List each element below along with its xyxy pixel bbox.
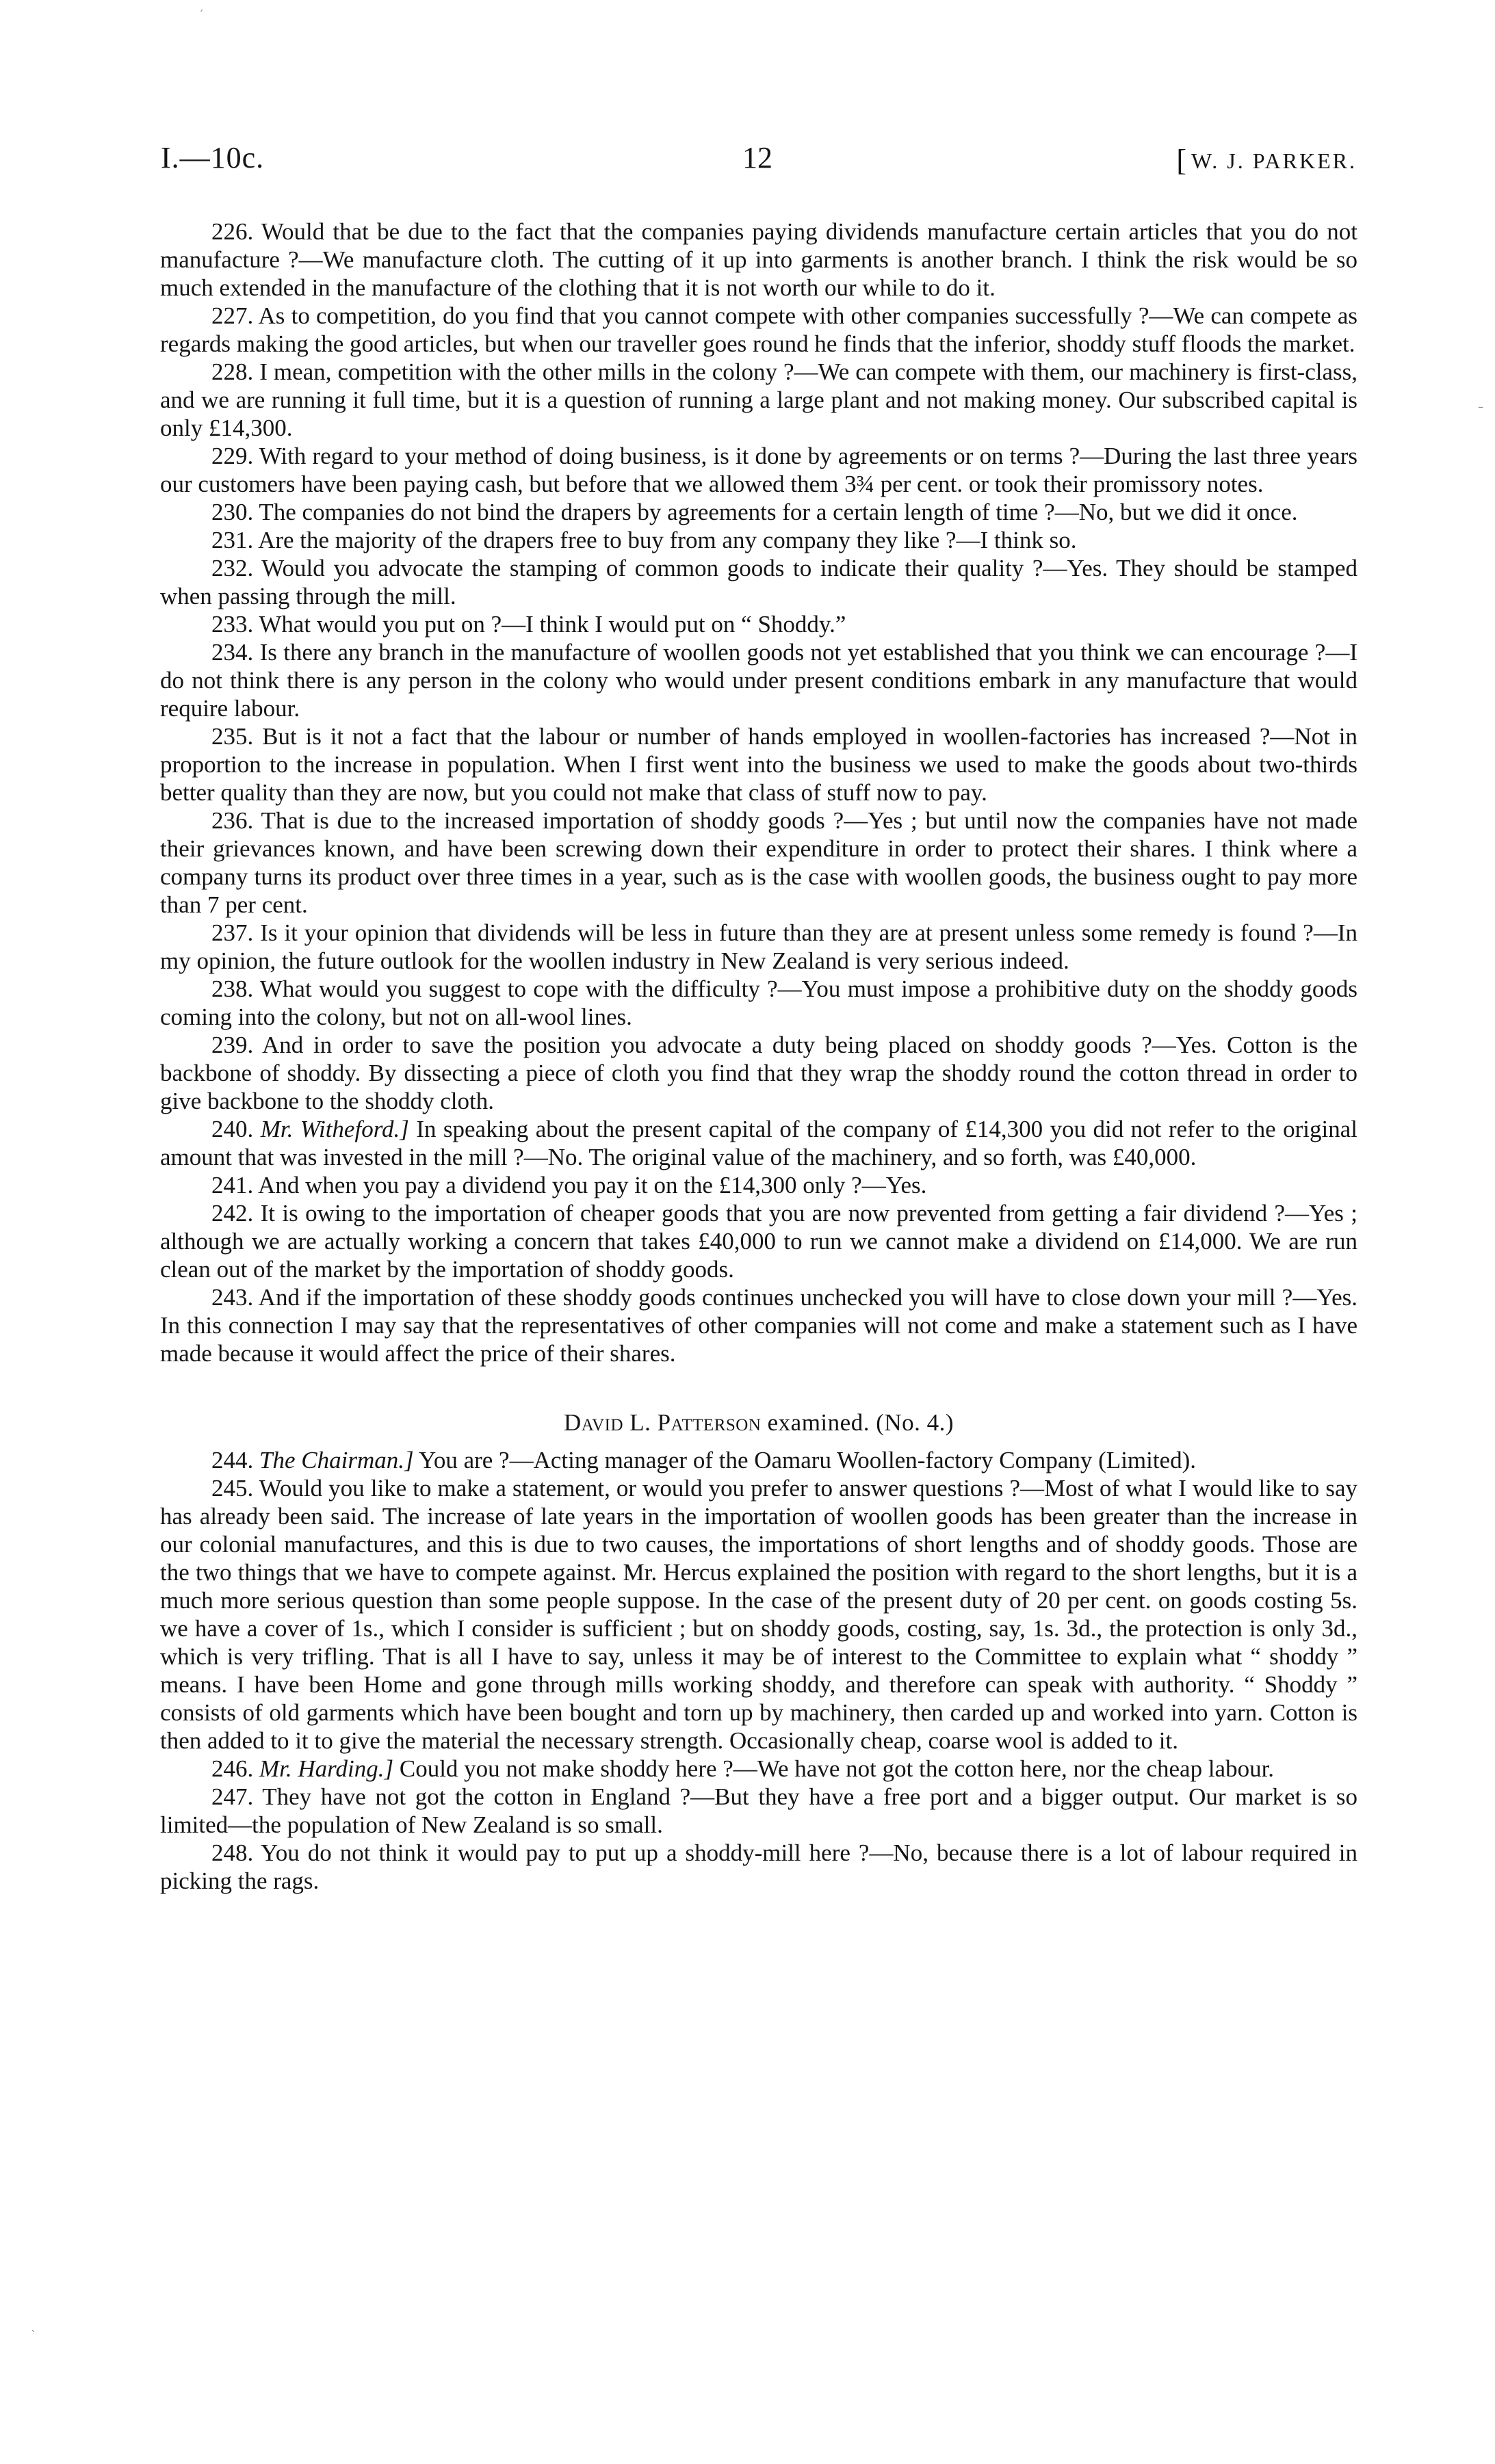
paragraph-242: 242. It is owing to the importation of cheaper goods that you are now prevented from getting a fair dividend ?—Yes ; although we are actually working a concern that takes £40,000 to run we cannot make a dividend on £14,000. We are run clean out of the market by the importation of shoddy goods. bbox=[160, 1200, 1357, 1283]
bracket-glyph: [ bbox=[1176, 144, 1188, 177]
paragraph-241: 241. And when you pay a dividend you pay it on the £14,300 only ?—Yes. bbox=[211, 1172, 927, 1198]
paragraph-240 bbox=[160, 1115, 1357, 1171]
paragraph-text: You are ?—Acting manager of the Oamaru Woollen-factory Company (Limited). bbox=[413, 1447, 1197, 1473]
paragraph-231: 231. Are the majority of the drapers free to buy from any company they like ?—I think so. bbox=[211, 527, 1077, 553]
paper-reference: I.—10c. bbox=[161, 141, 265, 174]
question-number: 244. bbox=[211, 1447, 254, 1473]
paragraph-233: 233. What would you put on ?—I think I would put on “ Shoddy.” bbox=[211, 611, 846, 638]
paragraph-text: In speaking about the present capital of the company of £14,300 you did not refer to the original amount that was invested in the mill ?—No. The original value of the machinery, and so forth, was £40,000. bbox=[160, 1116, 1357, 1170]
paragraph-text: Could you not make shoddy here ?—We have not got the cotton here, nor the cheap labour. bbox=[393, 1755, 1275, 1782]
paragraph-244 bbox=[160, 1446, 1357, 1474]
paragraph-226: 226. Would that be due to the fact that the companies paying dividends manufacture certain articles that you do not manufacture ?—We manufacture cloth. The cutting of it up into garments is another branch. I think the risk would be so much extended in the manufacture of the clothing that it is not worth our while to do it. bbox=[160, 218, 1357, 301]
paragraph-229: 229. With regard to your method of doing business, is it done by agreements or on terms ?—During the last three years our customers have been paying cash, but before that we allowed them 3¾ per cent. or took their promissory notes. bbox=[160, 443, 1357, 497]
speaker-name: The Chairman.] bbox=[259, 1447, 414, 1473]
question-number: 240. bbox=[211, 1116, 254, 1142]
witness-running-head-text: W. J. PARKER. bbox=[1191, 148, 1357, 173]
paragraph-246 bbox=[160, 1755, 1357, 1783]
paragraph-245: 245. Would you like to make a statement, or would you prefer to answer questions ?—Most of what I would like to say has already been said. The increase of late years in the importation of woollen goods has been greater than the increase in our colonial manufactures, and this is due to two causes, the importations of short lengths and of shoddy goods. Those are the two things that we have to compete against. Mr. Hercus explained the position with regard to the short lengths, but it is a much more serious question than some people suppose. In the case of the present duty of 20 per cent. on goods costing 5s. we have a cover of 1s., which I consider is sufficient ; but on shoddy goods, costing, say, 1s. 3d., the protection is only 3d., which is very trifling. That is all I have to say, unless it may be of interest to the Committee to explain what “ shoddy ” means. I have been Home and gone through mills working shoddy, and therefore can speak with authority. “ Shoddy ” consists of old garments which have been bought and torn up by machinery, then carded up and worked into yarn. Cotton is then added to it to give the material the necessary strength. Occasionally cheap, coarse wool is added to it. bbox=[160, 1475, 1357, 1754]
speaker-name: Mr. Witheford.] bbox=[260, 1116, 409, 1142]
paragraph-227: 227. As to competition, do you find that you cannot compete with other companies successfully ?—We can compete as regards making the good articles, but when our traveller goes round he finds that the inferior, shoddy stuff floods the market. bbox=[160, 302, 1357, 357]
paragraph-237: 237. Is it your opinion that dividends will be less in future than they are at present unless some remedy is found ?—In my opinion, the future outlook for the woollen industry in New Zealand is very serious indeed. bbox=[160, 919, 1357, 974]
speaker-name: Mr. Harding.] bbox=[259, 1755, 394, 1782]
scan-speck: ˎ bbox=[31, 2319, 36, 2332]
paragraph-248: 248. You do not think it would pay to put up a shoddy-mill here ?—No, because there is a lot of labour required in picking the rags. bbox=[160, 1839, 1357, 1894]
evidence-text bbox=[160, 218, 1357, 1895]
paragraph-230: 230. The companies do not bind the drapers by agreements for a certain length of time ?—No, but we did it once. bbox=[211, 499, 1298, 525]
paragraph-234: 234. Is there any branch in the manufacture of woollen goods not yet established that you think we can encourage ?—I do not think there is any person in the colony who would under present conditions embark in any manufacture that would require labour. bbox=[160, 639, 1357, 722]
witness-name: David L. Patterson bbox=[563, 1409, 762, 1436]
scan-speck: ˊ bbox=[198, 8, 204, 21]
witness-running-head bbox=[1176, 143, 1357, 178]
scan-speck: – bbox=[1478, 400, 1483, 413]
paragraph-243: 243. And if the importation of these shoddy goods continues unchecked you will have to close down your mill ?—Yes. In this connection I may say that the representatives of other companies will not come and make a statement such as I have made because it would affect the price of their shares. bbox=[160, 1284, 1357, 1367]
paragraph-238: 238. What would you suggest to cope with the difficulty ?—You must impose a prohibitive duty on the shoddy goods coming into the colony, but not on all-wool lines. bbox=[160, 975, 1357, 1030]
paragraph-236: 236. That is due to the increased importation of shoddy goods ?—Yes ; but until now the companies have not made their grievances known, and have been screwing down their expenditure in order to protect their shares. I think where a company turns its product over three times in a year, such as is the case with woollen goods, the business ought to pay more than 7 per cent. bbox=[160, 807, 1357, 918]
paragraph-232: 232. Would you advocate the stamping of common goods to indicate their quality ?—Yes. They should be stamped when passing through the mill. bbox=[160, 555, 1357, 610]
page-header bbox=[161, 140, 1357, 188]
witness-heading-rest: examined. (No. 4.) bbox=[761, 1409, 954, 1436]
question-number: 246. bbox=[211, 1755, 254, 1782]
page-number: 12 bbox=[742, 141, 772, 174]
paragraph-228: 228. I mean, competition with the other mills in the colony ?—We can compete with them, our machinery is first-class, and we are running it full time, but it is a question of running a large plant and not making money. Our subscribed capital is only £14,300. bbox=[160, 358, 1357, 441]
paragraph-247: 247. They have not got the cotton in England ?—But they have a free port and a bigger output. Our market is so limited—the population of New Zealand is so small. bbox=[160, 1783, 1357, 1838]
paragraph-239: 239. And in order to save the position you advocate a duty being placed on shoddy goods ?—Yes. Cotton is the backbone of shoddy. By dissecting a piece of cloth you find that they wrap the shoddy round the cotton thread in order to give backbone to the shoddy cloth. bbox=[160, 1032, 1357, 1114]
witness-heading bbox=[160, 1408, 1357, 1437]
paragraph-235: 235. But is it not a fact that the labour or number of hands employed in woollen-factories has increased ?—Not in proportion to the increase in population. When I first went into the business we used to make the goods about two-thirds better quality than they are now, but you could not make that class of stuff now to pay. bbox=[160, 723, 1357, 806]
